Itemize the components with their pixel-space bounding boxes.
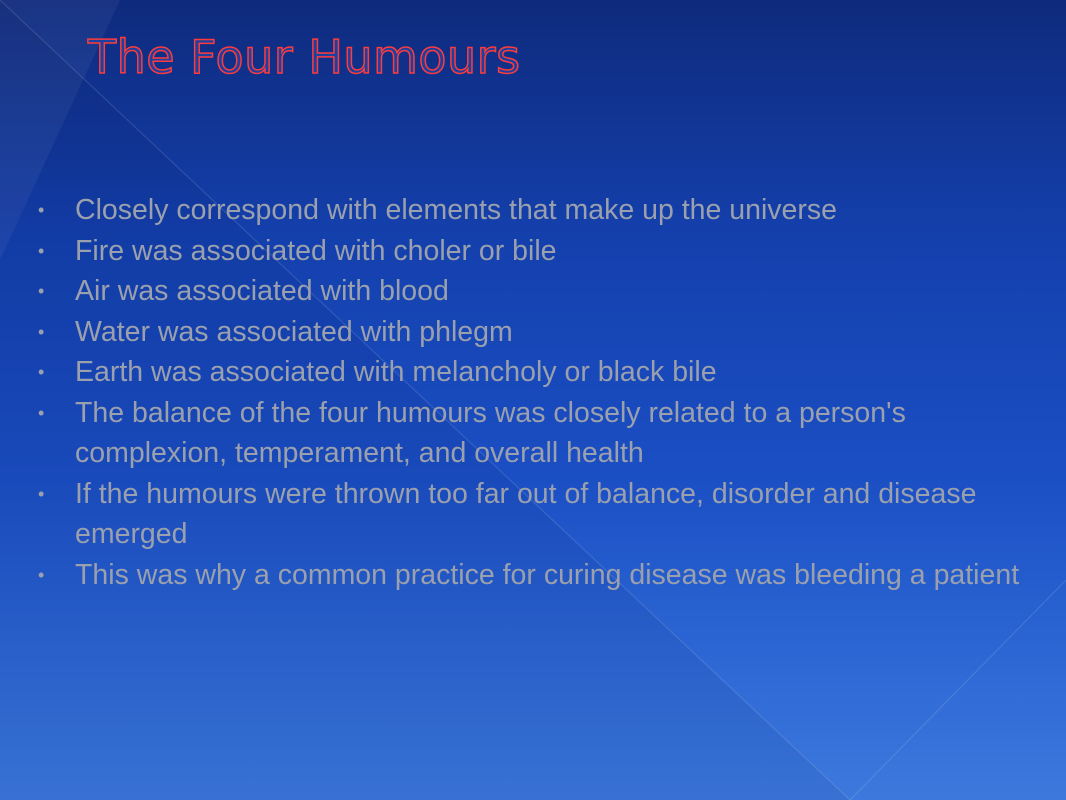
bullet-text: Air was associated with blood bbox=[75, 275, 449, 307]
bullet-dot-icon: • bbox=[38, 402, 45, 423]
bullet-text: The balance of the four humours was closely related to a person's complexion, temperament, and overall health bbox=[75, 396, 906, 469]
bullet-item bbox=[38, 231, 1038, 272]
bullet-item bbox=[38, 393, 1038, 474]
bullet-text: Earth was associated with melancholy or black bile bbox=[75, 356, 717, 388]
bullet-item bbox=[38, 555, 1038, 596]
bullet-dot-icon: • bbox=[38, 564, 45, 585]
bullet-item bbox=[38, 312, 1038, 353]
bullet-text: Fire was associated with choler or bile bbox=[75, 234, 557, 267]
bullet-text: Water was associated with phlegm bbox=[75, 315, 513, 348]
bullet-text: Closely correspond with elements that make up the universe bbox=[75, 194, 837, 226]
bullet-text: This was why a common practice for curing disease was bleeding a patient bbox=[75, 558, 1020, 591]
bullet-list bbox=[38, 190, 1038, 595]
bullet-item bbox=[38, 190, 1038, 231]
bullet-text: If the humours were thrown too far out of balance, disorder and disease emerged bbox=[75, 477, 977, 550]
slide-title: The Four Humours bbox=[88, 30, 521, 84]
bullet-dot-icon: • bbox=[38, 362, 45, 382]
bullet-dot-icon: • bbox=[38, 240, 45, 261]
bullet-item bbox=[38, 271, 1038, 312]
bullet-dot-icon: • bbox=[38, 483, 45, 504]
bullet-item bbox=[38, 352, 1038, 393]
bullet-dot-icon: • bbox=[38, 321, 45, 342]
bullet-dot-icon: • bbox=[38, 200, 45, 220]
bullet-item bbox=[38, 474, 1038, 555]
bullet-dot-icon: • bbox=[38, 281, 45, 301]
